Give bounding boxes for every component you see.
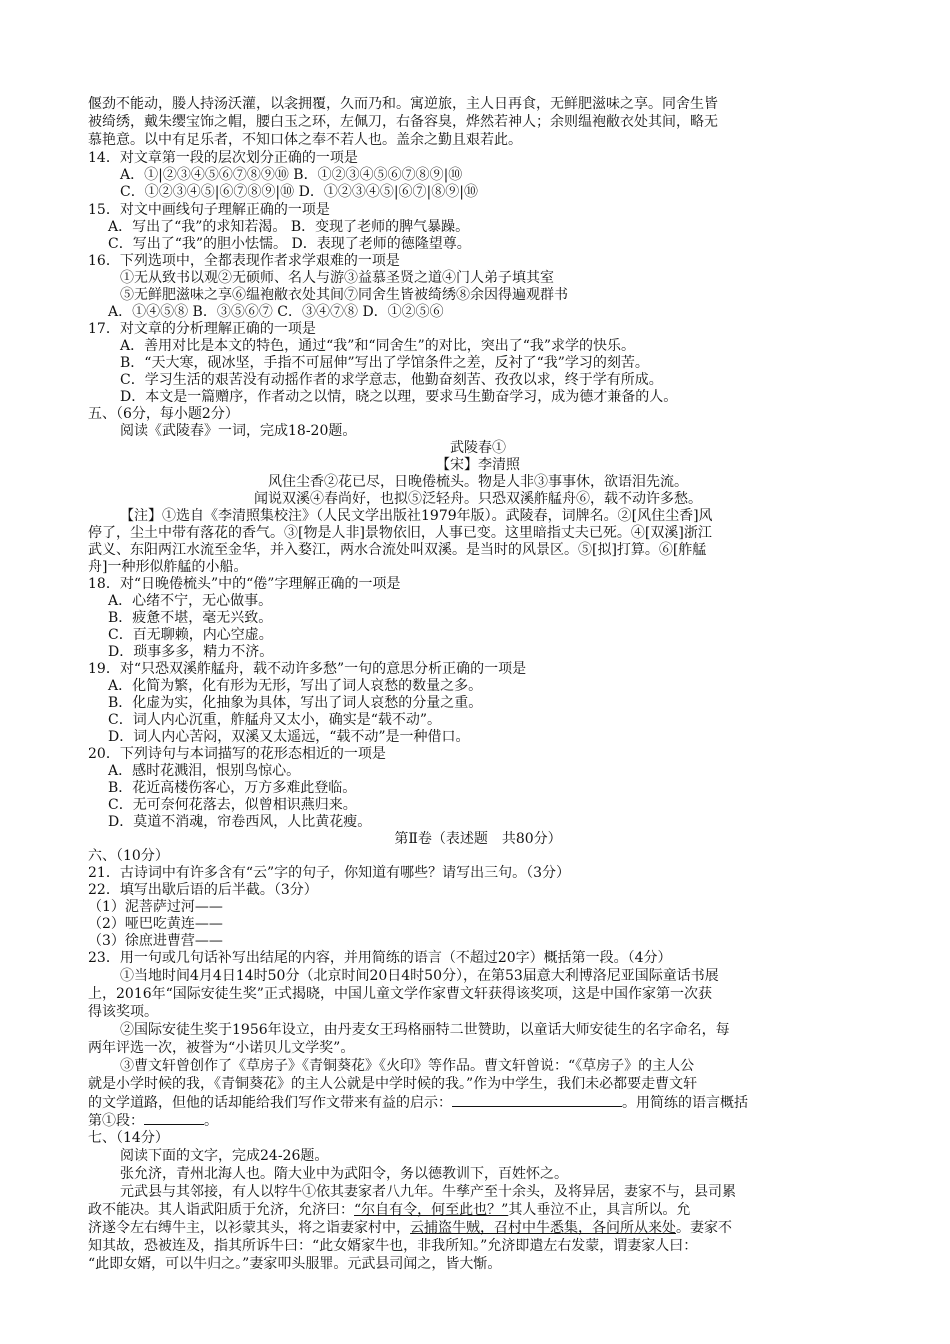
poem-author: 【宋】李清照 — [436, 457, 520, 473]
question-23-paragraph-2: ②国际安徒生奖于1956年设立，由丹麦女王玛格丽特二世赞助，以童话大师安徒生的名字命名，每 — [120, 1022, 730, 1038]
question-20-option-a: A．感时花溅泪，恨别鸟惊心。 — [108, 763, 301, 779]
question-22: 22．填写出歇后语的后半截。（3分） — [88, 882, 318, 898]
question-16-items-2: ⑤无鲜肥滋味之享⑥缊袍敝衣处其间⑦同舍生皆被绮绣⑧余因得遍观群书 — [120, 287, 568, 303]
question-17-option-c: C．学习生活的艰苦没有动摇作者的求学意志，他勤奋刻苦、孜孜以求，终于学有所成。 — [120, 372, 663, 388]
question-15-options-ab: A．写出了“我”的求知若渴。 B．变现了老师的脾气暴躁。 — [108, 219, 470, 235]
poem-notes: 舟]一种形似舴艋的小船。 — [88, 559, 248, 575]
section-6-heading: 六、（10分） — [88, 848, 169, 864]
section-7-heading: 七、（14分） — [88, 1130, 169, 1146]
section-7-instruction: 阅读下面的文字，完成24-26题。 — [120, 1148, 329, 1164]
passage-text: 政不能决。其人诣武阳质于允济，允济曰： — [88, 1202, 354, 1218]
part-2-heading: 第Ⅱ卷（表述题 共80分） — [394, 831, 562, 847]
question-23-paragraph-1: ①当地时间4月4日14时50分（北京时间20日4时50分），在第53届意大利博洛尼亚国际童话书展 — [120, 968, 719, 984]
question-19-option-d: D．词人内心苦闷，双溪又太遥远，“载不动”是一种借口。 — [108, 729, 470, 745]
question-23-paragraph-3 — [88, 1112, 868, 1129]
question-16: 16．下列选项中，全都表现作者求学艰难的一项是 — [88, 253, 400, 269]
poem-line-1: 风住尘香②花已尽，日晚倦梳头。物是人非③事事休，欲语泪先流。 — [268, 474, 688, 490]
question-22-item-2: （2）哑巴吃黄连—— — [88, 916, 223, 932]
section-5-heading: 五、（6分，每小题2分） — [88, 406, 239, 422]
question-14: 14．对文章第一段的层次划分正确的一项是 — [88, 150, 358, 166]
question-18-option-b: B．疲惫不堪，毫无兴致。 — [108, 610, 273, 626]
question-19-option-a: A．化简为繁，化有形为无形，写出了词人哀愁的数量之多。 — [108, 678, 483, 694]
question-22-item-3: （3）徐庶进曹营—— — [88, 933, 223, 949]
passage-paragraph-2: 元武县与其邻接，有人以牸牛①依其妻家者八九年。牛孳产至十余头，及将异居，妻家不与，县司累 — [120, 1184, 736, 1200]
question-23-summary-end: 。 — [204, 1113, 218, 1129]
question-19-option-b: B．化虚为实，化抽象为具体，写出了词人哀愁的分量之重。 — [108, 695, 483, 711]
question-23: 23．用一句或几句话补写出结尾的内容，并用简练的语言（不超过20字）概括第一段。（4分） — [88, 950, 672, 966]
answer-blank[interactable] — [144, 1112, 204, 1125]
poem-title: 武陵春① — [450, 440, 506, 456]
passage-text: 济遂令左右缚牛主，以衫蒙其头，将之诣妻家村中， — [88, 1220, 410, 1236]
question-19-option-c: C．词人内心沉重，舴艋舟又太小，确实是“载不动”。 — [108, 712, 442, 728]
poem-line-2: 闻说双溪④春尚好，也拟⑤泛轻舟。只恐双溪舴艋舟⑥，载不动许多愁。 — [254, 491, 702, 507]
question-15-options-cd: C．写出了“我”的胆小怯懦。 D．表现了老师的德隆望尊。 — [108, 236, 471, 252]
question-23-paragraph-3 — [88, 1094, 868, 1111]
question-23-paragraph-1: 上，2016年“国际安徒生奖”正式揭晓，中国儿童文学作家曹文轩获得该奖项，这是中国作家第一次获 — [88, 986, 712, 1002]
passage-paragraph-2 — [88, 1220, 868, 1237]
text-line: 被绮绣，戴朱缨宝饰之帽，腰白玉之环，左佩刀，右备容臭，烨然若神人；余则缊袍敝衣处其间，略无 — [88, 114, 718, 130]
question-18-option-a: A．心绪不宁，无心做事。 — [108, 593, 273, 609]
question-23-prompt-end: 。用简练的语言概括 — [622, 1095, 748, 1111]
answer-blank[interactable] — [452, 1094, 622, 1107]
section-5-instruction: 阅读《武陵春》一词，完成18-20题。 — [120, 423, 357, 439]
underlined-phrase: 云捕盗牛贼， — [410, 1220, 494, 1236]
question-14-options-ab: A．①|②③④⑤⑥⑦⑧⑨⑩ B．①②③④⑤⑥⑦⑧⑨|⑩ — [120, 167, 463, 183]
question-19: 19．对“只恐双溪舴艋舟，载不动许多愁”一句的意思分析正确的一项是 — [88, 661, 527, 677]
poem-notes: 停了，尘土中带有落花的香气。③[物是人非]景物依旧，人事已变。这里暗指丈夫已死。④[双溪]浙江 — [88, 525, 712, 541]
question-23-summary-label: 第①段： — [88, 1113, 144, 1129]
question-23-paragraph-1: 得该奖项。 — [88, 1004, 158, 1020]
question-18: 18．对“日晚倦梳头”中的“倦”字理解正确的一项是 — [88, 576, 401, 592]
question-20-option-b: B．花近高楼伤客心，万方多难此登临。 — [108, 780, 357, 796]
question-18-option-c: C．百无聊赖，内心空虚。 — [108, 627, 273, 643]
question-23-paragraph-3: 就是小学时候的我，《青铜葵花》的主人公就是中学时候的我。”作为中学生，我们未必都要走曹文轩 — [88, 1076, 698, 1092]
question-22-item-1: （1）泥菩萨过河—— — [88, 899, 223, 915]
passage-paragraph-2: 知其故，恐被连及，指其所诉牛曰：“此女婿家牛也，非我所知。”允济即遣左右发蒙，谓妻家人曰： — [88, 1238, 698, 1254]
question-14-options-cd: C．①②③④⑤|⑥⑦⑧⑨|⑩ D．①②③④⑤|⑥⑦|⑧⑨|⑩ — [120, 184, 478, 200]
question-20: 20．下列诗句与本词描写的花形态相近的一项是 — [88, 746, 386, 762]
underlined-sentence: “尔自有令，何至此也？” — [354, 1202, 509, 1218]
passage-text: 其人垂泣不止，具言所以。允 — [508, 1202, 691, 1218]
poem-notes: 武义、东阳两江水流至金华，并入婺江，两水合流处叫双溪。是当时的风景区。⑤[拟]打算。⑥[舴艋 — [88, 542, 707, 558]
question-21: 21．古诗词中有许多含有“云”字的句子，你知道有哪些？请写出三句。（3分） — [88, 865, 571, 881]
question-20-option-c: C．无可奈何花落去，似曾相识燕归来。 — [108, 797, 357, 813]
question-23-paragraph-3: ③曹文轩曾创作了《草房子》《青铜葵花》《火印》等作品。曹文轩曾说：“《草房子》的主人公 — [120, 1058, 695, 1074]
question-23-prompt: 的文学道路，但他的话却能给我们写作文带来有益的启示： — [88, 1095, 452, 1111]
question-15: 15．对文中画线句子理解正确的一项是 — [88, 202, 330, 218]
question-16-options: A．①④⑤⑧ B．③⑤⑥⑦ C．③④⑦⑧ D．①②⑤⑥ — [108, 304, 444, 320]
question-17-option-d: D．本文是一篇赠序，作者动之以情，晓之以理，要求马生勤奋学习，成为德才兼备的人。 — [120, 389, 678, 405]
question-17-option-b: B．“天大寒，砚冰坚，手指不可屈伸”写出了学馆条件之差，反衬了“我”学习的刻苦。 — [120, 355, 649, 371]
passage-paragraph-2 — [88, 1202, 868, 1219]
question-17: 17．对文章的分析理解正确的一项是 — [88, 321, 316, 337]
passage-text: 。妻家不 — [676, 1220, 732, 1236]
question-17-option-a: A．善用对比是本文的特色，通过“我”和“同舍生”的对比，突出了“我”求学的快乐。 — [120, 338, 636, 354]
question-16-items-1: ①无从致书以观②无硕师、名人与游③益慕圣贤之道④门人弟子填其室 — [120, 270, 554, 286]
passage-paragraph-1: 张允济，青州北海人也。隋大业中为武阳令，务以德教训下，百姓怀之。 — [120, 1166, 568, 1182]
text-line: 偃劲不能动，媵人持汤沃灌，以衾拥覆，久而乃和。寓逆旅，主人日再食，无鲜肥滋味之享。同舍生皆 — [88, 96, 718, 112]
question-23-paragraph-2: 两年评选一次，被誉为“小诺贝儿文学奖”。 — [88, 1040, 355, 1056]
question-18-option-d: D．琐事多多，精力不济。 — [108, 644, 274, 660]
passage-paragraph-2: “此即女婿，可以牛归之。”妻家叩头服罪。元武县司闻之，皆大惭。 — [88, 1256, 502, 1272]
underlined-phrase: 召村中牛悉集，各问所从来处 — [494, 1220, 676, 1236]
poem-notes: 【注】①选自《李清照集校注》（人民文学出版社1979年版）。武陵春，词牌名。②[风住尘香]风 — [120, 508, 713, 524]
text-line: 慕艳意。以中有足乐者，不知口体之奉不若人也。盖余之勤且艰若此。 — [88, 132, 522, 148]
question-20-option-d: D．莫道不消魂，帘卷西风，人比黄花瘦。 — [108, 814, 372, 830]
